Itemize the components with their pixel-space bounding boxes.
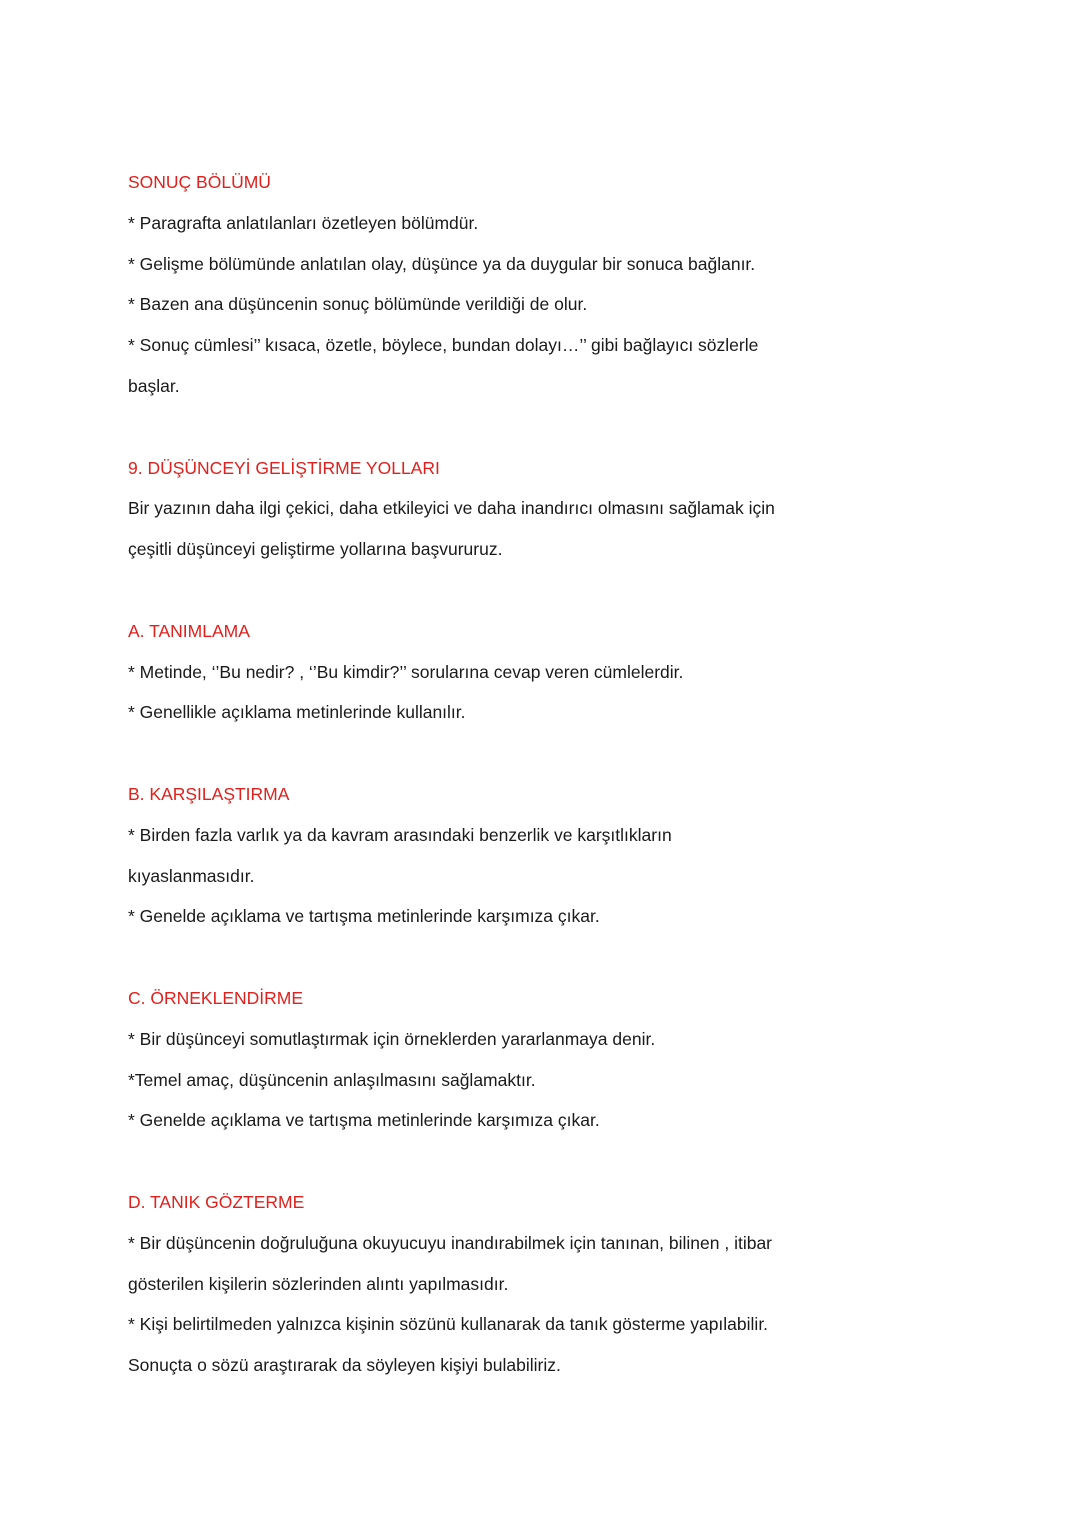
paragraph-line: * Genelde açıklama ve tartışma metinlerinde karşımıza çıkar. <box>128 1110 600 1131</box>
section-spacer <box>128 570 848 611</box>
paragraph-line: * Metinde, ‘’Bu nedir? , ‘’Bu kimdir?’’ sorularına cevap veren cümlelerdir. <box>128 661 684 682</box>
section-dusunceyi-gelistirme <box>128 448 848 570</box>
section-tanik-gosterme <box>128 1182 848 1386</box>
section-tanimlama <box>128 611 848 733</box>
section-sonuc <box>128 162 848 407</box>
paragraph-line: * Bir düşüncenin doğruluğuna okuyucuyu inandırabilmek için tanınan, bilinen , itibar <box>128 1232 773 1253</box>
document-page <box>128 162 848 1386</box>
section-spacer <box>128 407 848 448</box>
section-heading: SONUÇ BÖLÜMÜ <box>128 172 271 192</box>
paragraph-line: * Bazen ana düşüncenin sonuç bölümünde verildiği de olur. <box>128 294 588 315</box>
section-heading: D. TANIK GÖZTERME <box>128 1191 305 1212</box>
section-heading: C. ÖRNEKLENDİRME <box>128 987 304 1008</box>
section-heading: 9. DÜŞÜNCEYİ GELİŞTİRME YOLLARI <box>128 457 440 478</box>
paragraph-line: * Kişi belirtilmeden yalnızca kişinin sözünü kullanarak da tanık gösterme yapılabilir. <box>128 1314 769 1335</box>
paragraph-line: çeşitli düşünceyi geliştirme yollarına başvururuz. <box>128 539 503 560</box>
section-spacer <box>128 733 848 774</box>
paragraph-line: gösterilen kişilerin sözlerinden alıntı yapılmasıdır. <box>128 1273 509 1294</box>
paragraph-line: * Genellikle açıklama metinlerinde kullanılır. <box>128 702 466 723</box>
paragraph-line: * Genelde açıklama ve tartışma metinlerinde karşımıza çıkar. <box>128 906 600 927</box>
paragraph-line: *Temel amaç, düşüncenin anlaşılmasını sağlamaktır. <box>128 1069 536 1090</box>
paragraph-line: * Gelişme bölümünde anlatılan olay, düşünce ya da duygular bir sonuca bağlanır. <box>128 253 756 274</box>
paragraph-line: Bir yazının daha ilgi çekici, daha etkileyici ve daha inandırıcı olmasını sağlamak için <box>128 498 775 519</box>
section-heading: B. KARŞILAŞTIRMA <box>128 783 290 804</box>
paragraph-line: * Bir düşünceyi somutlaştırmak için örneklerden yararlanmaya denir. <box>128 1028 656 1049</box>
paragraph-line: Sonuçta o sözü araştırarak da söyleyen kişiyi bulabiliriz. <box>128 1355 561 1376</box>
section-spacer <box>128 1141 848 1182</box>
section-karsilastirma <box>128 774 848 937</box>
section-orneklendirme <box>128 978 848 1141</box>
paragraph-line: * Paragrafta anlatılanları özetleyen bölümdür. <box>128 212 479 233</box>
paragraph-line: * Sonuç cümlesi’’ kısaca, özetle, böylece, bundan dolayı…’’ gibi bağlayıcı sözlerle <box>128 335 759 356</box>
paragraph-line: başlar. <box>128 375 180 396</box>
section-spacer <box>128 937 848 978</box>
paragraph-line: kıyaslanmasıdır. <box>128 865 255 886</box>
paragraph-line: * Birden fazla varlık ya da kavram arasındaki benzerlik ve karşıtlıkların <box>128 824 672 845</box>
section-heading: A. TANIMLAMA <box>128 620 250 641</box>
